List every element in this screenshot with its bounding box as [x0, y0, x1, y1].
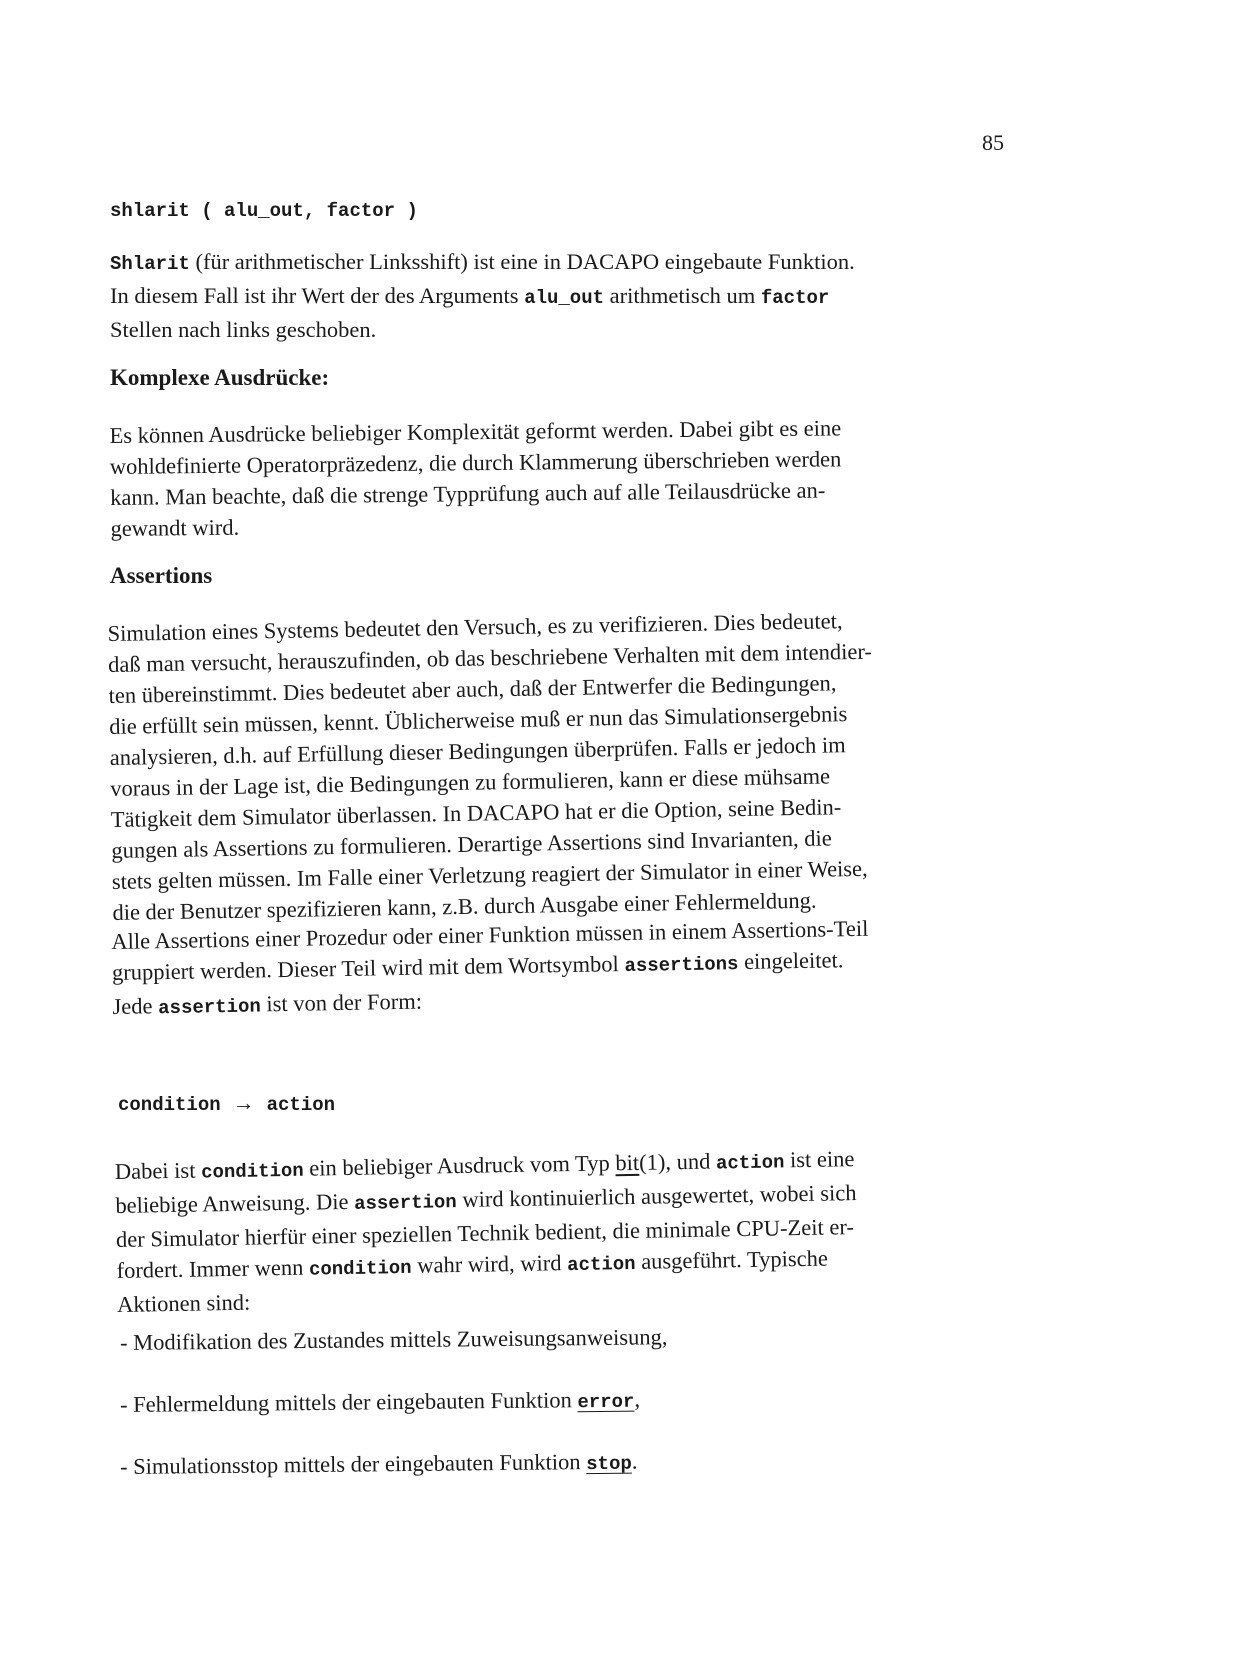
code-action: action: [266, 1094, 336, 1116]
text-run: beliebige Anweisung. Die: [115, 1188, 355, 1219]
code-error: error: [577, 1390, 635, 1414]
text-run: (für arithmetischer Linksshift) ist eine in DACAPO eingebaute Funktion.: [189, 249, 855, 274]
paragraph-line: Alle Assertions einer Prozedur oder einer Funktion müssen in einem Assertions-Teil: [111, 915, 869, 955]
function-signature: shlarit ( alu_out, factor ): [110, 200, 418, 222]
code-shlarit: Shlarit: [110, 253, 190, 275]
list-item: - Modifikation des Zustandes mittels Zuweisungsanweisung,: [119, 1324, 668, 1355]
underlined-bit: bit: [615, 1149, 640, 1176]
text-run: - Fehlermeldung mittels der eingebauten Funktion: [119, 1387, 578, 1417]
code-stop: stop: [586, 1452, 632, 1476]
paragraph-line: stets gelten müssen. Im Falle einer Verletzung reagiert der Simulator in einer Weise,: [111, 855, 868, 894]
text-run: (1), und: [638, 1148, 717, 1175]
heading-komplexe-ausdruecke: Komplexe Ausdrücke:: [110, 365, 330, 390]
code-assertions: assertions: [624, 953, 739, 978]
code-factor: factor: [760, 287, 830, 309]
text-run: Jede: [112, 993, 159, 1019]
paragraph-line: die erfüllt sein müssen, kennt. Üblicherweise muß er nun das Simulationsergebnis: [108, 701, 848, 740]
code-action: action: [567, 1252, 636, 1277]
paragraph-shlarit: [110, 246, 1010, 345]
text-run: wird kontinuierlich ausgewertet, wobei sich: [456, 1180, 857, 1213]
text-run: ist von der Form:: [260, 988, 423, 1017]
heading-assertions: Assertions: [110, 563, 213, 588]
paragraph-line: analysieren, d.h. auf Erfüllung dieser Bedingungen überprüfen. Falls er jedoch im: [109, 732, 846, 771]
text-run: - Simulationsstop mittels der eingebauten Funktion: [119, 1449, 587, 1479]
code-assertion: assertion: [157, 995, 261, 1020]
paragraph-line: Tätigkeit dem Simulator überlassen. In DACAPO hat er die Option, seine Bedin-: [110, 794, 842, 832]
text-run: ein beliebiger Ausdruck vom Typ: [303, 1150, 616, 1181]
paragraph-komplexe: [109, 411, 1010, 544]
code-condition: condition: [308, 1256, 412, 1281]
arrow-icon: →: [232, 1090, 255, 1115]
text-run: ausgeführt. Typische: [635, 1245, 829, 1274]
paragraph-line: wohldefinierte Operatorpräzedenz, die durch Klammerung überschrieben werden: [109, 446, 842, 480]
paragraph-line: [110, 246, 1010, 280]
paragraph-line: daß man versucht, herauszufinden, ob das beschriebene Verhalten mit dem intendier-: [107, 638, 873, 678]
paragraph-line: gungen als Assertions zu formulieren. Derartige Assertions sind Invarianten, die: [111, 825, 832, 863]
text-run: eingeleitet.: [738, 947, 844, 975]
text-run: fordert. Immer wenn: [116, 1254, 310, 1283]
paragraph-assertions: [107, 602, 1012, 928]
code-assertion: assertion: [353, 1191, 457, 1215]
paragraph-dabei: [115, 1140, 1018, 1320]
list-item: [120, 1449, 638, 1480]
code-action: action: [715, 1151, 785, 1175]
paragraph-assertion-group: [111, 910, 1013, 1025]
code-condition: condition: [200, 1159, 304, 1184]
paragraph-line: Simulation eines Systems bedeutet den Versuch, es zu verifizieren. Dies bedeutet,: [107, 608, 843, 647]
paragraph-line: Aktionen sind:: [116, 1289, 251, 1317]
paragraph-line: Stellen nach links geschoben.: [110, 317, 377, 342]
paragraph-line: voraus in der Lage ist, die Bedingungen zu formulieren, kann er diese mühsame: [110, 763, 831, 801]
page-number: 85: [982, 130, 1004, 155]
text-run: Dabei ist: [114, 1157, 202, 1185]
paragraph-line: Es können Ausdrücke beliebiger Komplexität geformt werden. Dabei gibt es eine: [109, 415, 842, 449]
paragraph-line: die der Benutzer spezifizieren kann, z.B. durch Ausgabe einer Fehlermeldung.: [112, 887, 817, 925]
text-run: In diesem Fall ist ihr Wert der des Arguments: [110, 283, 525, 308]
code-alu-out: alu_out: [524, 287, 605, 309]
condition-action-syntax: [118, 1090, 335, 1116]
text-run: ist eine: [784, 1146, 855, 1173]
text-run: arithmetisch um: [604, 283, 761, 308]
list-item: [120, 1387, 640, 1418]
paragraph-line: kann. Man beachte, daß die strenge Typprüfung auch auf alle Teilausdrücke an-: [110, 477, 826, 510]
paragraph-line: ten übereinstimmt. Dies bedeutet aber auch, daß der Entwerfer die Bedingungen,: [108, 670, 837, 709]
text-run: .: [631, 1448, 638, 1474]
text-run: ,: [634, 1386, 641, 1412]
paragraph-line: der Simulator hierfür einer speziellen Technik bedient, die minimale CPU-Zeit er-: [115, 1214, 855, 1252]
text-run: wahr wird, wird: [411, 1250, 568, 1278]
text-run: gruppiert werden. Dieser Teil wird mit dem Wortsymbol: [111, 951, 625, 985]
paragraph-line: [110, 280, 1010, 314]
paragraph-line: gewandt wird.: [110, 514, 240, 541]
code-condition: condition: [118, 1094, 221, 1116]
